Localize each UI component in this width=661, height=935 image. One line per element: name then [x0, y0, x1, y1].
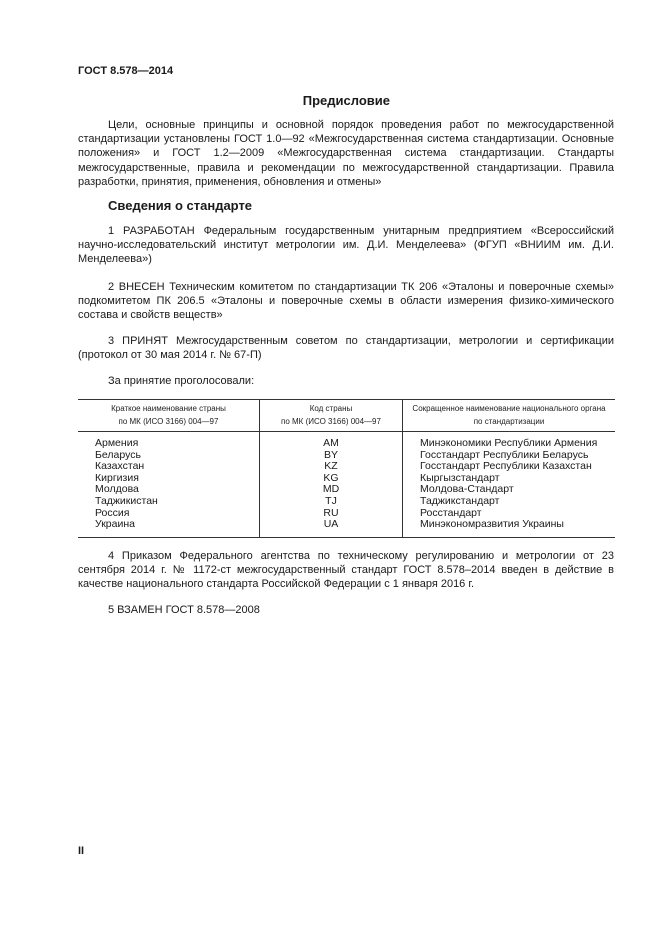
- standards-body: Минэкономики Республики Армения: [420, 437, 598, 449]
- standards-body: Госстандарт Республики Беларусь: [420, 448, 589, 461]
- country-code: RU: [260, 508, 403, 520]
- document-id-header: ГОСТ 8.578—2014: [78, 65, 174, 77]
- foreword-text: Цели, основные принципы и основной порядок проведения работ по межгосударственной стандартизации установлены ГОСТ 1.0—92 «Межгосударственная система стандартизации. Основные положения» и ГОСТ 1.2—2009 «Межгосударственная система стандартизации. Стандарты межгосударственные, правила и рекомендации по межгосударственной стандартизации. Правила разработки, принятия, применения, обновления и отмены»: [78, 119, 614, 188]
- voted-label: За принятие проголосовали:: [108, 375, 255, 387]
- country-name: Россия: [95, 506, 130, 519]
- standards-body: Росстандарт: [420, 506, 482, 519]
- table-row: [78, 461, 615, 473]
- standards-body: Молдова-Стандарт: [420, 483, 514, 496]
- country-name: Таджикистан: [95, 494, 158, 507]
- table-header-row: [78, 400, 615, 432]
- country-name: Беларусь: [95, 448, 141, 461]
- standards-body: Госстандарт Республики Казахстан: [420, 460, 592, 473]
- standards-body: Кыргызстандарт: [420, 471, 500, 484]
- item-5-replaces: 5 ВЗАМЕН ГОСТ 8.578—2008: [108, 604, 260, 616]
- foreword-title: Предисловие: [302, 93, 390, 108]
- standard-info-title: Сведения о стандарте: [108, 198, 253, 213]
- table-row: [78, 432, 615, 450]
- table-row: [78, 473, 615, 485]
- country-name: Казахстан: [95, 460, 145, 473]
- standards-body: Таджикстандарт: [420, 494, 500, 507]
- country-name: Молдова: [95, 483, 139, 496]
- country-code: BY: [260, 450, 403, 462]
- country-code: AM: [260, 432, 403, 450]
- country-code: MD: [260, 484, 403, 496]
- country-name: Киргизия: [95, 471, 139, 484]
- header-standards-body: Сокращенное наименование национального органа по стандартизации: [403, 400, 616, 432]
- standards-body: Минэкономразвития Украины: [420, 518, 564, 531]
- country-code: TJ: [260, 496, 403, 508]
- country-name: Армения: [95, 437, 139, 449]
- country-name: Украина: [95, 518, 135, 531]
- table-row: [78, 519, 615, 537]
- item-2-introduced: 2 ВНЕСЕН Техническим комитетом по стандартизации ТК 206 «Эталоны и поверочные схемы» подкомитетом ПК 206.5 «Эталоны и поверочные схемы в области измерения физико-химического состава и свойств веществ»: [78, 281, 614, 322]
- header-country-code: Код страны по МК (ИСО 3166) 004—97: [260, 400, 403, 432]
- table-row: [78, 484, 615, 496]
- item-1-developed: 1 РАЗРАБОТАН Федеральным государственным унитарным предприятием «Всероссийский научно-исследовательский институт метрологии им. Д.И. Менделеева» (ФГУП «ВНИИМ им. Д.И. Менделеева»): [78, 225, 614, 266]
- page-number: II: [78, 845, 85, 857]
- country-code: KG: [260, 473, 403, 485]
- member-states-table: [78, 399, 615, 538]
- country-code: KZ: [260, 461, 403, 473]
- country-code: UA: [260, 519, 403, 537]
- header-country-name: Краткое наименование страны по МК (ИСО 3166) 004—97: [78, 400, 260, 432]
- table-row: [78, 496, 615, 508]
- item-4-enacted: 4 Приказом Федерального агентства по техническому регулированию и метрологии от 23 сентября 2014 г. № 1172-ст межгосударственный стандарт ГОСТ 8.578–2014 введен в действие в качестве национального стандарта Российской Федерации с 1 января 2016 г.: [78, 550, 614, 591]
- item-3-adopted: 3 ПРИНЯТ Межгосударственным советом по стандартизации, метрологии и сертификации (протокол от 30 мая 2014 г. № 67-П): [78, 335, 614, 362]
